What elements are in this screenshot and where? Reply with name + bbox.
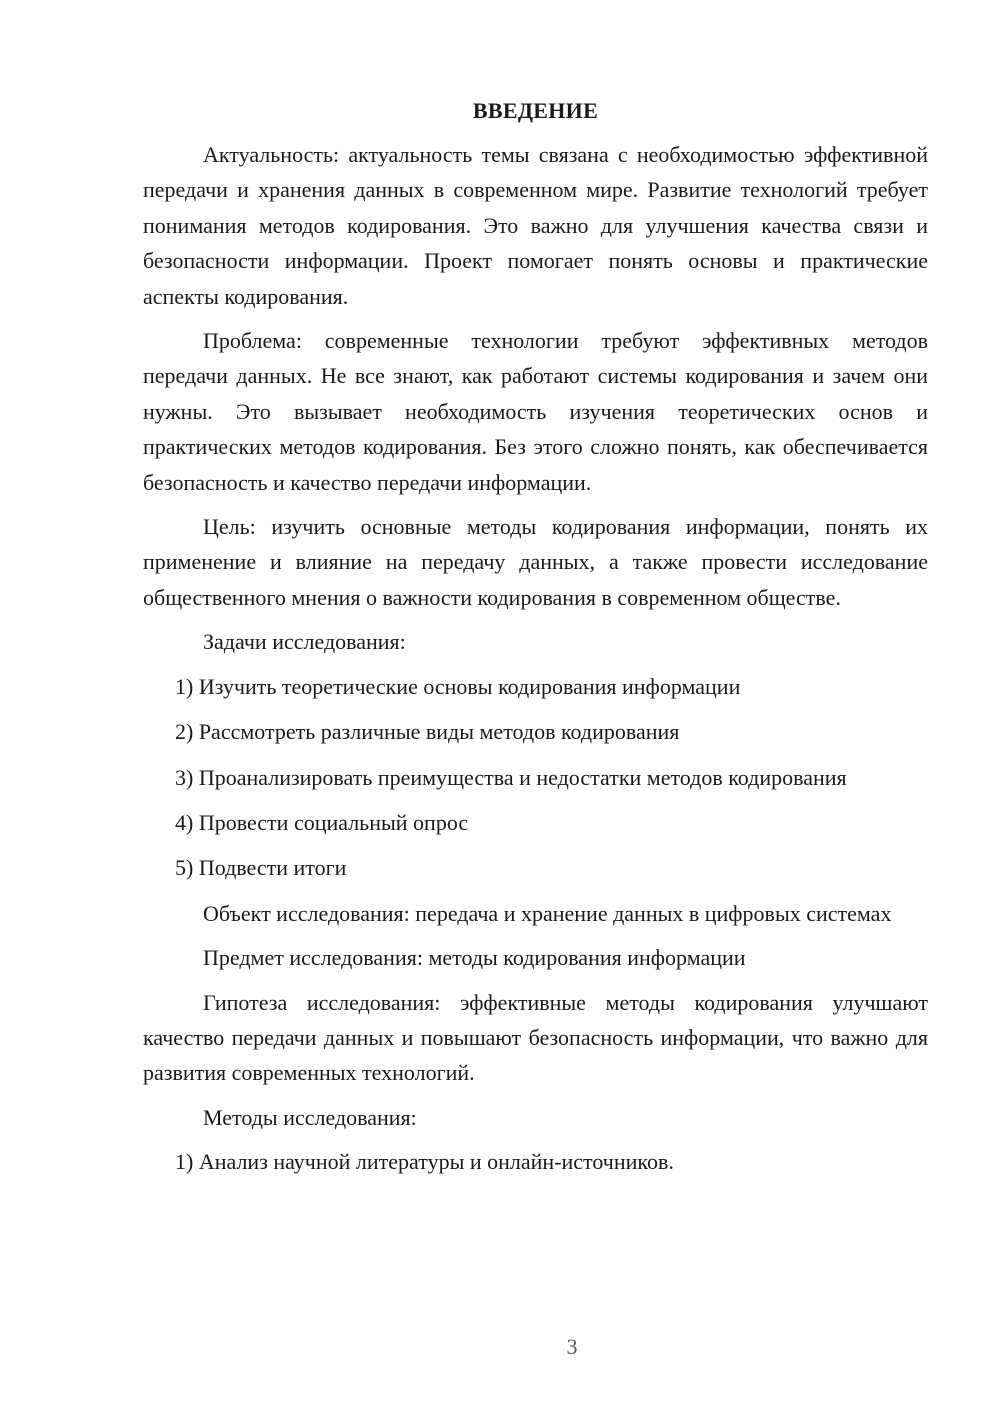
list-item: 2) Рассмотреть различные виды методов кодирования: [175, 719, 680, 745]
tasks-list: [143, 669, 928, 886]
document-page: [143, 95, 928, 1190]
methods-list: [143, 1144, 928, 1179]
list-item: 1) Анализ научной литературы и онлайн-источников.: [175, 1149, 674, 1175]
section-heading: ВВЕДЕНИЕ: [472, 98, 599, 123]
list-item: 3) Проанализировать преимущества и недостатки методов кодирования: [175, 764, 847, 790]
goal-paragraph: Цель: изучить основные методы кодирования информации, понять их применение и влияние на передачу данных, а также провести исследование общественного мнения о важности кодирования в современном обществе.: [143, 514, 928, 610]
tasks-title: Задачи исследования:: [203, 629, 406, 655]
problem-paragraph: Проблема: современные технологии требуют эффективных методов передачи данных. Не все знают, как работают системы кодирования и зачем они нужны. Это вызывает необходимость изучения теоретических основ и практических методов кодирования. Без этого сложно понять, как обеспечивается безопасность и качество передачи информации.: [143, 328, 928, 495]
object-paragraph: Объект исследования: передача и хранение данных в цифровых системах: [203, 900, 892, 926]
list-item: 1) Изучить теоретические основы кодирования информации: [175, 673, 741, 699]
subject-paragraph: Предмет исследования: методы кодирования информации: [203, 945, 746, 971]
list-item: 4) Провести социальный опрос: [175, 809, 469, 835]
methods-title: Методы исследования:: [203, 1104, 417, 1130]
hypothesis-paragraph: Гипотеза исследования: эффективные методы кодирования улучшают качество передачи данных и повышают безопасность информации, что важно для развития современных технологий.: [143, 989, 928, 1086]
relevance-paragraph: Актуальность: актуальность темы связана с необходимостью эффективной передачи и хранения данных в современном мире. Развитие технологий требует понимания методов кодирования. Это важно для улучшения качества связи и безопасности информации. Проект помогает понять основы и практические аспекты кодирования.: [143, 142, 928, 309]
list-item: 5) Подвести итоги: [175, 855, 347, 881]
page-number: 3: [566, 1334, 578, 1359]
